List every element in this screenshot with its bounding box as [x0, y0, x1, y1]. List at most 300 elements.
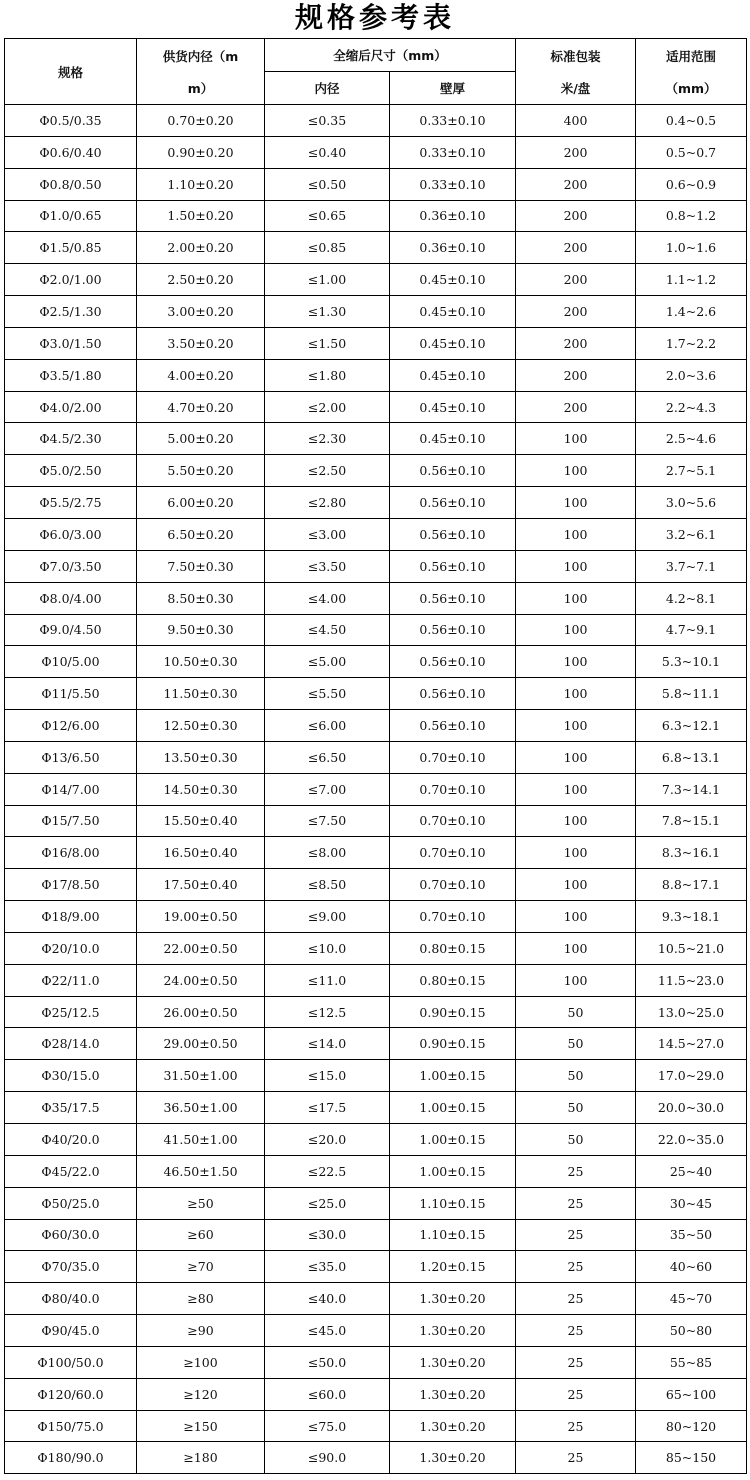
spec-table: [4, 38, 747, 1474]
cell-standard-pack: 50: [516, 1124, 636, 1156]
cell-standard-pack: 25: [516, 1315, 636, 1347]
cell-wall-thickness: 0.56±0.10: [390, 614, 516, 646]
cell-standard-pack: 25: [516, 1378, 636, 1410]
cell-supply-inner-diameter: 2.50±0.20: [137, 264, 265, 296]
table-row: [5, 1251, 747, 1283]
cell-inner-diameter: ≤60.0: [265, 1378, 390, 1410]
table-row: [5, 1092, 747, 1124]
cell-spec: Φ40/20.0: [5, 1124, 137, 1156]
cell-applicable-range: 7.8~15.1: [636, 805, 747, 837]
cell-wall-thickness: 0.33±0.10: [390, 105, 516, 137]
cell-supply-inner-diameter: 4.00±0.20: [137, 359, 265, 391]
table-row: [5, 105, 747, 137]
cell-inner-diameter: ≤1.80: [265, 359, 390, 391]
cell-applicable-range: 25~40: [636, 1155, 747, 1187]
cell-applicable-range: 50~80: [636, 1315, 747, 1347]
cell-spec: Φ0.8/0.50: [5, 168, 137, 200]
cell-inner-diameter: ≤50.0: [265, 1346, 390, 1378]
cell-spec: Φ4.0/2.00: [5, 391, 137, 423]
page-title: 规格参考表: [294, 1, 455, 34]
cell-applicable-range: 5.8~11.1: [636, 678, 747, 710]
cell-applicable-range: 6.8~13.1: [636, 741, 747, 773]
cell-wall-thickness: 0.56±0.10: [390, 455, 516, 487]
cell-supply-inner-diameter: 8.50±0.30: [137, 582, 265, 614]
cell-spec: Φ13/6.50: [5, 741, 137, 773]
cell-standard-pack: 100: [516, 550, 636, 582]
cell-supply-inner-diameter: 19.00±0.50: [137, 901, 265, 933]
cell-supply-inner-diameter: 12.50±0.30: [137, 710, 265, 742]
cell-wall-thickness: 0.45±0.10: [390, 264, 516, 296]
header-supply-line2: m）: [187, 80, 214, 96]
cell-inner-diameter: ≤30.0: [265, 1219, 390, 1251]
cell-standard-pack: 400: [516, 105, 636, 137]
cell-standard-pack: 100: [516, 582, 636, 614]
cell-supply-inner-diameter: ≥50: [137, 1187, 265, 1219]
table-row: [5, 773, 747, 805]
cell-applicable-range: 14.5~27.0: [636, 1028, 747, 1060]
table-row: [5, 1124, 747, 1156]
cell-inner-diameter: ≤20.0: [265, 1124, 390, 1156]
cell-applicable-range: 20.0~30.0: [636, 1092, 747, 1124]
cell-spec: Φ16/8.00: [5, 837, 137, 869]
cell-inner-diameter: ≤2.00: [265, 391, 390, 423]
cell-supply-inner-diameter: 36.50±1.00: [137, 1092, 265, 1124]
cell-spec: Φ28/14.0: [5, 1028, 137, 1060]
cell-wall-thickness: 1.30±0.20: [390, 1378, 516, 1410]
cell-supply-inner-diameter: 2.00±0.20: [137, 232, 265, 264]
cell-standard-pack: 25: [516, 1155, 636, 1187]
cell-applicable-range: 10.5~21.0: [636, 932, 747, 964]
cell-standard-pack: 100: [516, 710, 636, 742]
table-row: [5, 614, 747, 646]
cell-wall-thickness: 0.56±0.10: [390, 550, 516, 582]
cell-inner-diameter: ≤9.00: [265, 901, 390, 933]
cell-applicable-range: 3.2~6.1: [636, 518, 747, 550]
cell-spec: Φ50/25.0: [5, 1187, 137, 1219]
header-shrunk-size: 全缩后尺寸（mm）: [265, 39, 516, 72]
cell-inner-diameter: ≤75.0: [265, 1410, 390, 1442]
cell-inner-diameter: ≤2.50: [265, 455, 390, 487]
header-supply-line1: 供货内径（m: [162, 48, 239, 64]
cell-applicable-range: 11.5~23.0: [636, 964, 747, 996]
cell-inner-diameter: ≤0.40: [265, 136, 390, 168]
cell-supply-inner-diameter: 3.50±0.20: [137, 327, 265, 359]
cell-inner-diameter: ≤1.30: [265, 296, 390, 328]
cell-applicable-range: 35~50: [636, 1219, 747, 1251]
cell-standard-pack: 200: [516, 359, 636, 391]
cell-applicable-range: 0.5~0.7: [636, 136, 747, 168]
cell-standard-pack: 25: [516, 1442, 636, 1474]
cell-applicable-range: 8.8~17.1: [636, 869, 747, 901]
cell-supply-inner-diameter: 29.00±0.50: [137, 1028, 265, 1060]
cell-supply-inner-diameter: 9.50±0.30: [137, 614, 265, 646]
header-range-line1: 适用范围: [665, 48, 716, 64]
cell-supply-inner-diameter: 1.50±0.20: [137, 200, 265, 232]
cell-applicable-range: 22.0~35.0: [636, 1124, 747, 1156]
cell-standard-pack: 100: [516, 773, 636, 805]
cell-standard-pack: 200: [516, 296, 636, 328]
header-supply-inner-diameter: [137, 39, 265, 105]
table-row: [5, 741, 747, 773]
cell-applicable-range: 1.1~1.2: [636, 264, 747, 296]
cell-supply-inner-diameter: 14.50±0.30: [137, 773, 265, 805]
cell-inner-diameter: ≤0.65: [265, 200, 390, 232]
cell-wall-thickness: 0.80±0.15: [390, 964, 516, 996]
cell-standard-pack: 200: [516, 136, 636, 168]
cell-standard-pack: 100: [516, 741, 636, 773]
cell-applicable-range: 2.5~4.6: [636, 423, 747, 455]
cell-supply-inner-diameter: 46.50±1.50: [137, 1155, 265, 1187]
cell-standard-pack: 100: [516, 646, 636, 678]
cell-inner-diameter: ≤22.5: [265, 1155, 390, 1187]
cell-applicable-range: 0.8~1.2: [636, 200, 747, 232]
cell-wall-thickness: 0.45±0.10: [390, 391, 516, 423]
cell-applicable-range: 17.0~29.0: [636, 1060, 747, 1092]
cell-wall-thickness: 1.00±0.15: [390, 1092, 516, 1124]
cell-inner-diameter: ≤11.0: [265, 964, 390, 996]
cell-wall-thickness: 0.90±0.15: [390, 1028, 516, 1060]
cell-spec: Φ3.0/1.50: [5, 327, 137, 359]
cell-wall-thickness: 1.30±0.20: [390, 1442, 516, 1474]
cell-supply-inner-diameter: 15.50±0.40: [137, 805, 265, 837]
cell-standard-pack: 100: [516, 837, 636, 869]
table-row: [5, 1187, 747, 1219]
table-row: [5, 550, 747, 582]
cell-inner-diameter: ≤8.00: [265, 837, 390, 869]
cell-wall-thickness: 1.00±0.15: [390, 1060, 516, 1092]
cell-applicable-range: 55~85: [636, 1346, 747, 1378]
cell-wall-thickness: 0.36±0.10: [390, 232, 516, 264]
cell-applicable-range: 2.7~5.1: [636, 455, 747, 487]
cell-standard-pack: 25: [516, 1219, 636, 1251]
cell-supply-inner-diameter: 7.50±0.30: [137, 550, 265, 582]
cell-spec: Φ70/35.0: [5, 1251, 137, 1283]
cell-supply-inner-diameter: ≥80: [137, 1283, 265, 1315]
cell-supply-inner-diameter: 0.70±0.20: [137, 105, 265, 137]
cell-inner-diameter: ≤1.00: [265, 264, 390, 296]
cell-applicable-range: 0.4~0.5: [636, 105, 747, 137]
cell-wall-thickness: 1.10±0.15: [390, 1187, 516, 1219]
cell-inner-diameter: ≤1.50: [265, 327, 390, 359]
cell-applicable-range: 30~45: [636, 1187, 747, 1219]
table-row: [5, 710, 747, 742]
cell-standard-pack: 200: [516, 200, 636, 232]
cell-supply-inner-diameter: 41.50±1.00: [137, 1124, 265, 1156]
cell-inner-diameter: ≤45.0: [265, 1315, 390, 1347]
table-row: [5, 359, 747, 391]
cell-applicable-range: 80~120: [636, 1410, 747, 1442]
table-row: [5, 1378, 747, 1410]
cell-spec: Φ7.0/3.50: [5, 550, 137, 582]
cell-wall-thickness: 0.56±0.10: [390, 678, 516, 710]
cell-applicable-range: 40~60: [636, 1251, 747, 1283]
cell-standard-pack: 100: [516, 518, 636, 550]
cell-spec: Φ80/40.0: [5, 1283, 137, 1315]
cell-spec: Φ4.5/2.30: [5, 423, 137, 455]
cell-wall-thickness: 0.70±0.10: [390, 805, 516, 837]
cell-spec: Φ11/5.50: [5, 678, 137, 710]
cell-spec: Φ20/10.0: [5, 932, 137, 964]
cell-spec: Φ0.6/0.40: [5, 136, 137, 168]
table-row: [5, 869, 747, 901]
table-row: [5, 1346, 747, 1378]
cell-supply-inner-diameter: 5.00±0.20: [137, 423, 265, 455]
cell-wall-thickness: 1.20±0.15: [390, 1251, 516, 1283]
cell-supply-inner-diameter: 24.00±0.50: [137, 964, 265, 996]
table-row: [5, 678, 747, 710]
header-inner-diameter: 内径: [265, 72, 390, 105]
cell-inner-diameter: ≤4.00: [265, 582, 390, 614]
cell-inner-diameter: ≤7.00: [265, 773, 390, 805]
cell-standard-pack: 25: [516, 1251, 636, 1283]
cell-inner-diameter: ≤2.30: [265, 423, 390, 455]
cell-supply-inner-diameter: 22.00±0.50: [137, 932, 265, 964]
cell-standard-pack: 25: [516, 1283, 636, 1315]
cell-standard-pack: 50: [516, 1060, 636, 1092]
cell-supply-inner-diameter: 11.50±0.30: [137, 678, 265, 710]
cell-inner-diameter: ≤3.00: [265, 518, 390, 550]
cell-wall-thickness: 0.70±0.10: [390, 773, 516, 805]
cell-wall-thickness: 0.56±0.10: [390, 518, 516, 550]
cell-spec: Φ17/8.50: [5, 869, 137, 901]
cell-applicable-range: 7.3~14.1: [636, 773, 747, 805]
table-row: [5, 1410, 747, 1442]
cell-supply-inner-diameter: ≥70: [137, 1251, 265, 1283]
table-row: [5, 136, 747, 168]
cell-applicable-range: 8.3~16.1: [636, 837, 747, 869]
cell-wall-thickness: 1.30±0.20: [390, 1283, 516, 1315]
cell-wall-thickness: 0.45±0.10: [390, 423, 516, 455]
cell-applicable-range: 1.0~1.6: [636, 232, 747, 264]
cell-supply-inner-diameter: ≥90: [137, 1315, 265, 1347]
cell-spec: Φ25/12.5: [5, 996, 137, 1028]
cell-supply-inner-diameter: 6.00±0.20: [137, 487, 265, 519]
cell-inner-diameter: ≤25.0: [265, 1187, 390, 1219]
table-row: [5, 518, 747, 550]
cell-supply-inner-diameter: 4.70±0.20: [137, 391, 265, 423]
table-row: [5, 296, 747, 328]
cell-applicable-range: 4.7~9.1: [636, 614, 747, 646]
cell-spec: Φ5.5/2.75: [5, 487, 137, 519]
table-row: [5, 168, 747, 200]
cell-standard-pack: 200: [516, 391, 636, 423]
cell-standard-pack: 50: [516, 1092, 636, 1124]
cell-applicable-range: 6.3~12.1: [636, 710, 747, 742]
cell-spec: Φ22/11.0: [5, 964, 137, 996]
cell-wall-thickness: 0.45±0.10: [390, 359, 516, 391]
table-header: [5, 39, 747, 105]
cell-supply-inner-diameter: 0.90±0.20: [137, 136, 265, 168]
cell-supply-inner-diameter: 17.50±0.40: [137, 869, 265, 901]
cell-wall-thickness: 0.70±0.10: [390, 741, 516, 773]
cell-spec: Φ1.5/0.85: [5, 232, 137, 264]
cell-supply-inner-diameter: 5.50±0.20: [137, 455, 265, 487]
cell-standard-pack: 25: [516, 1187, 636, 1219]
cell-spec: Φ3.5/1.80: [5, 359, 137, 391]
cell-spec: Φ1.0/0.65: [5, 200, 137, 232]
cell-spec: Φ45/22.0: [5, 1155, 137, 1187]
cell-supply-inner-diameter: 13.50±0.30: [137, 741, 265, 773]
table-row: [5, 487, 747, 519]
cell-spec: Φ100/50.0: [5, 1346, 137, 1378]
cell-wall-thickness: 0.56±0.10: [390, 487, 516, 519]
cell-spec: Φ60/30.0: [5, 1219, 137, 1251]
cell-standard-pack: 100: [516, 455, 636, 487]
cell-applicable-range: 1.4~2.6: [636, 296, 747, 328]
cell-wall-thickness: 1.00±0.15: [390, 1155, 516, 1187]
cell-wall-thickness: 0.36±0.10: [390, 200, 516, 232]
cell-spec: Φ14/7.00: [5, 773, 137, 805]
cell-standard-pack: 200: [516, 232, 636, 264]
cell-inner-diameter: ≤0.50: [265, 168, 390, 200]
cell-applicable-range: 0.6~0.9: [636, 168, 747, 200]
cell-inner-diameter: ≤17.5: [265, 1092, 390, 1124]
cell-standard-pack: 100: [516, 901, 636, 933]
table-row: [5, 1028, 747, 1060]
cell-inner-diameter: ≤8.50: [265, 869, 390, 901]
cell-supply-inner-diameter: ≥120: [137, 1378, 265, 1410]
header-range-line2: （mm）: [665, 80, 717, 96]
cell-spec: Φ35/17.5: [5, 1092, 137, 1124]
cell-spec: Φ30/15.0: [5, 1060, 137, 1092]
cell-wall-thickness: 1.30±0.20: [390, 1315, 516, 1347]
cell-standard-pack: 200: [516, 168, 636, 200]
table-row: [5, 423, 747, 455]
cell-standard-pack: 50: [516, 1028, 636, 1060]
table-row: [5, 1442, 747, 1474]
cell-standard-pack: 25: [516, 1346, 636, 1378]
cell-standard-pack: 25: [516, 1410, 636, 1442]
table-row: [5, 455, 747, 487]
cell-standard-pack: 100: [516, 487, 636, 519]
cell-inner-diameter: ≤15.0: [265, 1060, 390, 1092]
table-row: [5, 582, 747, 614]
cell-supply-inner-diameter: 6.50±0.20: [137, 518, 265, 550]
cell-inner-diameter: ≤14.0: [265, 1028, 390, 1060]
table-row: [5, 1315, 747, 1347]
table-row: [5, 964, 747, 996]
table-row: [5, 1060, 747, 1092]
cell-standard-pack: 200: [516, 327, 636, 359]
cell-spec: Φ180/90.0: [5, 1442, 137, 1474]
table-row: [5, 391, 747, 423]
header-applicable-range: [636, 39, 747, 105]
cell-supply-inner-diameter: 10.50±0.30: [137, 646, 265, 678]
cell-standard-pack: 100: [516, 932, 636, 964]
cell-wall-thickness: 0.70±0.10: [390, 901, 516, 933]
cell-wall-thickness: 0.70±0.10: [390, 837, 516, 869]
cell-wall-thickness: 1.00±0.15: [390, 1124, 516, 1156]
cell-wall-thickness: 0.90±0.15: [390, 996, 516, 1028]
table-row: [5, 1219, 747, 1251]
header-wall-thickness: 壁厚: [390, 72, 516, 105]
cell-inner-diameter: ≤35.0: [265, 1251, 390, 1283]
cell-inner-diameter: ≤6.50: [265, 741, 390, 773]
cell-wall-thickness: 0.80±0.15: [390, 932, 516, 964]
cell-supply-inner-diameter: 16.50±0.40: [137, 837, 265, 869]
table-row: [5, 232, 747, 264]
header-spec: 规格: [5, 39, 137, 105]
cell-standard-pack: 100: [516, 805, 636, 837]
cell-wall-thickness: 1.30±0.20: [390, 1346, 516, 1378]
cell-inner-diameter: ≤40.0: [265, 1283, 390, 1315]
cell-applicable-range: 65~100: [636, 1378, 747, 1410]
cell-wall-thickness: 0.56±0.10: [390, 710, 516, 742]
cell-applicable-range: 2.0~3.6: [636, 359, 747, 391]
cell-supply-inner-diameter: 26.00±0.50: [137, 996, 265, 1028]
cell-standard-pack: 200: [516, 264, 636, 296]
cell-supply-inner-diameter: ≥100: [137, 1346, 265, 1378]
table-row: [5, 996, 747, 1028]
cell-spec: Φ0.5/0.35: [5, 105, 137, 137]
cell-inner-diameter: ≤5.50: [265, 678, 390, 710]
table-row: [5, 646, 747, 678]
cell-wall-thickness: 0.33±0.10: [390, 168, 516, 200]
cell-standard-pack: 100: [516, 964, 636, 996]
cell-standard-pack: 100: [516, 423, 636, 455]
cell-inner-diameter: ≤90.0: [265, 1442, 390, 1474]
cell-wall-thickness: 0.56±0.10: [390, 646, 516, 678]
cell-applicable-range: 4.2~8.1: [636, 582, 747, 614]
cell-standard-pack: 50: [516, 996, 636, 1028]
cell-applicable-range: 3.0~5.6: [636, 487, 747, 519]
cell-wall-thickness: 0.70±0.10: [390, 869, 516, 901]
cell-wall-thickness: 0.33±0.10: [390, 136, 516, 168]
cell-standard-pack: 100: [516, 869, 636, 901]
cell-inner-diameter: ≤4.50: [265, 614, 390, 646]
table-row: [5, 200, 747, 232]
cell-applicable-range: 9.3~18.1: [636, 901, 747, 933]
cell-spec: Φ90/45.0: [5, 1315, 137, 1347]
header-pack-line2: 米/盘: [560, 80, 591, 96]
cell-supply-inner-diameter: 1.10±0.20: [137, 168, 265, 200]
cell-inner-diameter: ≤0.35: [265, 105, 390, 137]
cell-spec: Φ9.0/4.50: [5, 614, 137, 646]
cell-applicable-range: 5.3~10.1: [636, 646, 747, 678]
cell-standard-pack: 100: [516, 614, 636, 646]
cell-spec: Φ6.0/3.00: [5, 518, 137, 550]
cell-spec: Φ12/6.00: [5, 710, 137, 742]
cell-wall-thickness: 1.30±0.20: [390, 1410, 516, 1442]
table-row: [5, 327, 747, 359]
cell-applicable-range: 1.7~2.2: [636, 327, 747, 359]
table-row: [5, 932, 747, 964]
cell-wall-thickness: 0.45±0.10: [390, 327, 516, 359]
cell-applicable-range: 45~70: [636, 1283, 747, 1315]
cell-supply-inner-diameter: 31.50±1.00: [137, 1060, 265, 1092]
cell-inner-diameter: ≤3.50: [265, 550, 390, 582]
cell-standard-pack: 100: [516, 678, 636, 710]
cell-inner-diameter: ≤10.0: [265, 932, 390, 964]
header-standard-pack: [516, 39, 636, 105]
cell-spec: Φ8.0/4.00: [5, 582, 137, 614]
cell-spec: Φ2.0/1.00: [5, 264, 137, 296]
cell-supply-inner-diameter: ≥60: [137, 1219, 265, 1251]
cell-spec: Φ18/9.00: [5, 901, 137, 933]
table-row: [5, 901, 747, 933]
cell-wall-thickness: 1.10±0.15: [390, 1219, 516, 1251]
cell-spec: Φ5.0/2.50: [5, 455, 137, 487]
cell-inner-diameter: ≤0.85: [265, 232, 390, 264]
table-row: [5, 1283, 747, 1315]
table-body: [5, 105, 747, 1474]
cell-inner-diameter: ≤12.5: [265, 996, 390, 1028]
cell-supply-inner-diameter: 3.00±0.20: [137, 296, 265, 328]
cell-applicable-range: 85~150: [636, 1442, 747, 1474]
cell-inner-diameter: ≤6.00: [265, 710, 390, 742]
cell-applicable-range: 13.0~25.0: [636, 996, 747, 1028]
header-pack-line1: 标准包装: [550, 48, 601, 64]
